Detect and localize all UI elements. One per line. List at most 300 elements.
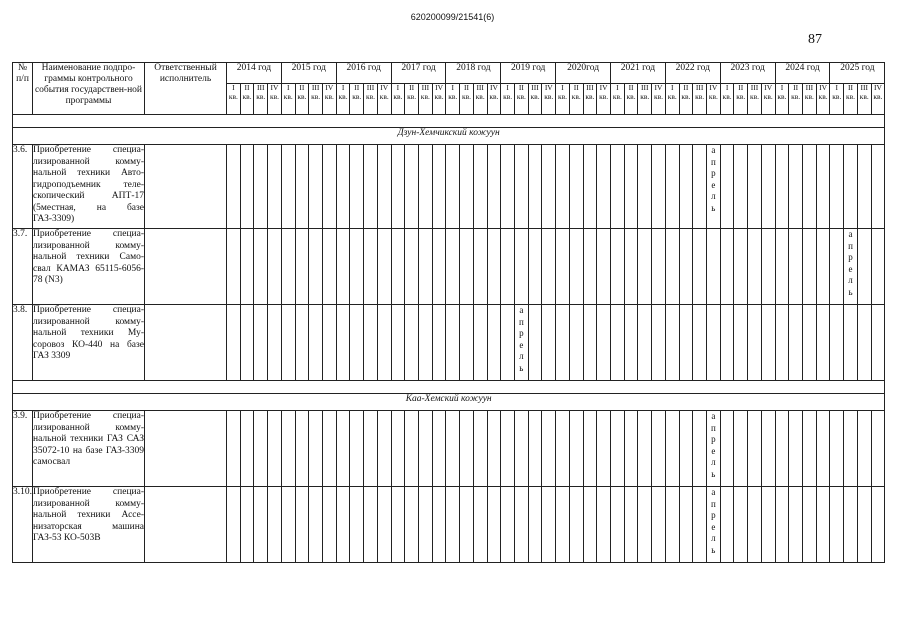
quarter-cell (432, 487, 446, 563)
quarter-cell (583, 305, 597, 381)
quarter-header: III кв. (638, 84, 652, 115)
quarter-cell (611, 305, 625, 381)
quarter-cell (871, 305, 885, 381)
quarter-cell (268, 229, 282, 305)
quarter-cell (830, 145, 844, 229)
quarter-cell (624, 487, 638, 563)
quarter-cell (528, 411, 542, 487)
quarter-cell (871, 145, 885, 229)
quarter-header: III кв. (693, 84, 707, 115)
quarter-cell (542, 229, 556, 305)
quarter-cell (487, 145, 501, 229)
quarter-cell (487, 411, 501, 487)
quarter-cell (515, 487, 529, 563)
quarter-cell (638, 305, 652, 381)
quarter-cell (611, 411, 625, 487)
quarter-cell (624, 411, 638, 487)
quarter-header: IV кв. (542, 84, 556, 115)
quarter-header: I кв. (446, 84, 460, 115)
table-row (13, 229, 885, 305)
quarter-cell (857, 145, 871, 229)
quarter-cell (830, 229, 844, 305)
quarter-cell (775, 411, 789, 487)
quarter-header: IV кв. (761, 84, 775, 115)
quarter-cell (611, 487, 625, 563)
quarter-cell (583, 229, 597, 305)
quarter-cell (693, 145, 707, 229)
quarter-header: II кв. (569, 84, 583, 115)
responsible-cell (145, 145, 227, 229)
quarter-cell (638, 487, 652, 563)
quarter-cell (240, 305, 254, 381)
quarter-cell (515, 411, 529, 487)
quarter-cell (405, 487, 419, 563)
quarter-header: II кв. (734, 84, 748, 115)
quarter-cell (748, 411, 762, 487)
quarter-header: II кв. (789, 84, 803, 115)
quarter-cell (446, 145, 460, 229)
quarter-header: III кв. (418, 84, 432, 115)
quarter-cell (871, 487, 885, 563)
quarter-cell (638, 145, 652, 229)
quarter-cell (789, 487, 803, 563)
event-name: Приобретение специа-лизированной комму-нальной техники Авто-гидроподъемник теле-скопический АПТ-17 (5местная, на базе ГАЗ-3309) (33, 145, 145, 229)
quarter-cell (638, 411, 652, 487)
quarter-cell (624, 145, 638, 229)
quarter-cell (706, 305, 720, 381)
quarter-header: II кв. (405, 84, 419, 115)
quarter-cell (501, 305, 515, 381)
quarter-cell (405, 229, 419, 305)
quarter-cell (706, 229, 720, 305)
quarter-cell (295, 305, 309, 381)
quarter-cell (844, 305, 858, 381)
table-row (13, 305, 885, 381)
quarter-cell (556, 487, 570, 563)
quarter-header: IV кв. (816, 84, 830, 115)
quarter-header: I кв. (391, 84, 405, 115)
quarter-header: III кв. (364, 84, 378, 115)
quarter-header: IV кв. (487, 84, 501, 115)
quarter-cell (227, 229, 241, 305)
event-name: Приобретение специа-лизированной комму-нальной техники ГАЗ САЗ 35072-10 на базе ГАЗ-3309 самосвал (33, 411, 145, 487)
quarter-cell (391, 487, 405, 563)
header-responsible: Ответственный исполнитель (145, 63, 227, 115)
quarter-cell (748, 145, 762, 229)
month-mark: а п р е л ь (706, 487, 720, 563)
quarter-cell (227, 305, 241, 381)
quarter-header: IV кв. (432, 84, 446, 115)
quarter-cell (281, 487, 295, 563)
quarter-cell (364, 305, 378, 381)
quarter-header: II кв. (679, 84, 693, 115)
quarter-cell (281, 411, 295, 487)
quarter-cell (336, 487, 350, 563)
quarter-cell (748, 229, 762, 305)
quarter-cell (665, 411, 679, 487)
year-header: 2016 год (336, 63, 391, 84)
quarter-cell (761, 411, 775, 487)
quarter-header: IV кв. (706, 84, 720, 115)
quarter-cell (652, 487, 666, 563)
header-row-years (13, 63, 885, 84)
quarter-cell (803, 305, 817, 381)
quarter-cell (350, 229, 364, 305)
quarter-cell (391, 305, 405, 381)
table-row (13, 411, 885, 487)
quarter-cell (652, 411, 666, 487)
quarter-cell (720, 487, 734, 563)
quarter-cell (281, 229, 295, 305)
quarter-header: IV кв. (322, 84, 336, 115)
quarter-cell (734, 145, 748, 229)
quarter-header: I кв. (336, 84, 350, 115)
quarter-cell (309, 229, 323, 305)
quarter-cell (583, 145, 597, 229)
quarter-cell (528, 229, 542, 305)
quarter-cell (501, 229, 515, 305)
quarter-cell (254, 411, 268, 487)
quarter-cell (254, 145, 268, 229)
quarter-cell (611, 145, 625, 229)
year-header: 2019 год (501, 63, 556, 84)
quarter-cell (515, 229, 529, 305)
quarter-cell (583, 487, 597, 563)
month-mark: а п р е л ь (515, 305, 529, 381)
quarter-cell (624, 305, 638, 381)
quarter-cell (720, 411, 734, 487)
quarter-header: I кв. (720, 84, 734, 115)
quarter-cell (418, 229, 432, 305)
quarter-cell (501, 411, 515, 487)
quarter-header: II кв. (460, 84, 474, 115)
quarter-cell (473, 305, 487, 381)
quarter-cell (816, 411, 830, 487)
quarter-header: III кв. (803, 84, 817, 115)
quarter-header: II кв. (295, 84, 309, 115)
quarter-header: II кв. (350, 84, 364, 115)
quarter-cell (748, 487, 762, 563)
quarter-cell (679, 487, 693, 563)
quarter-cell (734, 305, 748, 381)
year-header: 2014 год (227, 63, 282, 84)
quarter-cell (460, 305, 474, 381)
quarter-cell (432, 145, 446, 229)
section-title: Каа-Хемский кожуун (13, 394, 885, 411)
quarter-cell (569, 411, 583, 487)
year-header: 2023 год (720, 63, 775, 84)
quarter-header: IV кв. (597, 84, 611, 115)
section-row (13, 128, 885, 145)
quarter-cell (336, 305, 350, 381)
quarter-cell (281, 305, 295, 381)
quarter-cell (775, 487, 789, 563)
quarter-cell (597, 487, 611, 563)
table-row (13, 145, 885, 229)
quarter-cell (322, 229, 336, 305)
quarter-header: III кв. (583, 84, 597, 115)
quarter-cell (268, 305, 282, 381)
quarter-cell (789, 411, 803, 487)
quarter-cell (377, 229, 391, 305)
quarter-header: I кв. (556, 84, 570, 115)
quarter-cell (336, 145, 350, 229)
quarter-cell (322, 487, 336, 563)
quarter-cell (309, 145, 323, 229)
quarter-cell (789, 305, 803, 381)
quarter-cell (446, 411, 460, 487)
quarter-cell (761, 487, 775, 563)
year-header: 2022 год (665, 63, 720, 84)
quarter-cell (268, 487, 282, 563)
quarter-cell (240, 145, 254, 229)
quarter-cell (418, 487, 432, 563)
quarter-cell (418, 145, 432, 229)
quarter-cell (254, 229, 268, 305)
responsible-cell (145, 411, 227, 487)
quarter-cell (295, 411, 309, 487)
quarter-cell (460, 229, 474, 305)
quarter-cell (364, 411, 378, 487)
quarter-cell (720, 305, 734, 381)
quarter-cell (816, 305, 830, 381)
quarter-cell (556, 229, 570, 305)
quarter-cell (515, 145, 529, 229)
row-number: 3.6. (13, 145, 33, 229)
quarter-cell (583, 411, 597, 487)
spacer-row (13, 115, 885, 128)
quarter-cell (761, 145, 775, 229)
quarter-cell (857, 487, 871, 563)
quarter-cell (789, 145, 803, 229)
quarter-cell (665, 229, 679, 305)
quarter-cell (775, 305, 789, 381)
year-header: 2015 год (281, 63, 336, 84)
quarter-cell (322, 305, 336, 381)
quarter-cell (227, 411, 241, 487)
quarter-cell (473, 145, 487, 229)
quarter-cell (775, 145, 789, 229)
quarter-cell (460, 145, 474, 229)
quarter-cell (844, 487, 858, 563)
quarter-cell (501, 487, 515, 563)
quarter-cell (830, 305, 844, 381)
row-number: 3.9. (13, 411, 33, 487)
quarter-cell (377, 145, 391, 229)
quarter-cell (528, 305, 542, 381)
header-name: Наименование подпро-граммы контрольного события государствен-ной программы (33, 63, 145, 115)
quarter-header: I кв. (830, 84, 844, 115)
quarter-cell (679, 305, 693, 381)
quarter-header: II кв. (844, 84, 858, 115)
quarter-header: IV кв. (652, 84, 666, 115)
quarter-cell (734, 229, 748, 305)
quarter-cell (391, 411, 405, 487)
quarter-cell (624, 229, 638, 305)
quarter-cell (611, 229, 625, 305)
quarter-cell (789, 229, 803, 305)
table-row (13, 487, 885, 563)
quarter-cell (775, 229, 789, 305)
quarter-cell (761, 305, 775, 381)
quarter-cell (734, 411, 748, 487)
quarter-cell (377, 305, 391, 381)
quarter-header: II кв. (240, 84, 254, 115)
quarter-cell (418, 305, 432, 381)
quarter-cell (295, 487, 309, 563)
quarter-cell (542, 487, 556, 563)
quarter-cell (350, 411, 364, 487)
quarter-cell (364, 487, 378, 563)
quarter-cell (693, 411, 707, 487)
quarter-cell (542, 145, 556, 229)
quarter-cell (432, 411, 446, 487)
quarter-header: I кв. (227, 84, 241, 115)
quarter-cell (295, 229, 309, 305)
quarter-cell (528, 145, 542, 229)
quarter-cell (446, 305, 460, 381)
quarter-cell (364, 145, 378, 229)
quarter-cell (268, 411, 282, 487)
quarter-cell (487, 305, 501, 381)
quarter-cell (295, 145, 309, 229)
quarter-cell (322, 411, 336, 487)
quarter-cell (336, 411, 350, 487)
quarter-cell (638, 229, 652, 305)
month-mark: а п р е л ь (706, 145, 720, 229)
header-num: № п/п (13, 63, 33, 115)
quarter-cell (803, 229, 817, 305)
quarter-cell (432, 229, 446, 305)
quarter-cell (377, 487, 391, 563)
quarter-cell (405, 145, 419, 229)
quarter-header: I кв. (281, 84, 295, 115)
quarter-header: III кв. (528, 84, 542, 115)
quarter-cell (556, 145, 570, 229)
event-name: Приобретение специа-лизированной комму-нальной техники Само-свал КАМАЗ 65115-6056-78 (N3) (33, 229, 145, 305)
quarter-cell (844, 145, 858, 229)
quarter-cell (569, 145, 583, 229)
quarter-header: II кв. (515, 84, 529, 115)
quarter-cell (542, 305, 556, 381)
spacer-row (13, 381, 885, 394)
quarter-cell (816, 145, 830, 229)
responsible-cell (145, 229, 227, 305)
quarter-cell (281, 145, 295, 229)
quarter-cell (254, 487, 268, 563)
page-number: 87 (808, 32, 822, 47)
quarter-cell (844, 411, 858, 487)
year-header: 2018 год (446, 63, 501, 84)
quarter-header: III кв. (857, 84, 871, 115)
quarter-cell (377, 411, 391, 487)
month-mark: а п р е л ь (706, 411, 720, 487)
quarter-cell (405, 411, 419, 487)
quarter-cell (350, 145, 364, 229)
quarter-header: IV кв. (871, 84, 885, 115)
quarter-cell (803, 145, 817, 229)
year-header: 2017 год (391, 63, 446, 84)
quarter-header: I кв. (501, 84, 515, 115)
quarter-cell (665, 145, 679, 229)
quarter-cell (569, 305, 583, 381)
quarter-cell (309, 305, 323, 381)
quarter-cell (432, 305, 446, 381)
year-header: 2021 год (611, 63, 666, 84)
quarter-header: II кв. (624, 84, 638, 115)
quarter-cell (597, 305, 611, 381)
quarter-cell (364, 229, 378, 305)
quarter-cell (556, 411, 570, 487)
quarter-cell (556, 305, 570, 381)
quarter-cell (254, 305, 268, 381)
quarter-cell (473, 411, 487, 487)
quarter-cell (857, 229, 871, 305)
quarter-cell (460, 411, 474, 487)
quarter-cell (871, 411, 885, 487)
quarter-cell (487, 229, 501, 305)
quarter-cell (857, 411, 871, 487)
quarter-cell (679, 229, 693, 305)
section-row (13, 394, 885, 411)
quarter-cell (693, 229, 707, 305)
event-name: Приобретение специа-лизированной комму-нальной техники Му-соровоз КО-440 на базе ГАЗ 3309 (33, 305, 145, 381)
schedule-table (12, 62, 885, 563)
quarter-cell (803, 487, 817, 563)
year-header: 2020год (556, 63, 611, 84)
quarter-cell (322, 145, 336, 229)
quarter-header: IV кв. (377, 84, 391, 115)
quarter-cell (309, 411, 323, 487)
quarter-cell (460, 487, 474, 563)
quarter-cell (473, 487, 487, 563)
quarter-cell (748, 305, 762, 381)
quarter-cell (597, 411, 611, 487)
quarter-cell (857, 305, 871, 381)
quarter-cell (652, 229, 666, 305)
quarter-cell (309, 487, 323, 563)
quarter-cell (830, 411, 844, 487)
year-header: 2025 год (830, 63, 885, 84)
quarter-cell (734, 487, 748, 563)
quarter-cell (268, 145, 282, 229)
quarter-cell (720, 229, 734, 305)
quarter-cell (569, 229, 583, 305)
quarter-cell (240, 487, 254, 563)
quarter-cell (336, 229, 350, 305)
quarter-cell (446, 229, 460, 305)
quarter-cell (871, 229, 885, 305)
quarter-cell (418, 411, 432, 487)
quarter-cell (597, 145, 611, 229)
quarter-cell (227, 145, 241, 229)
quarter-header: III кв. (309, 84, 323, 115)
quarter-cell (350, 305, 364, 381)
quarter-header: I кв. (665, 84, 679, 115)
quarter-header: III кв. (473, 84, 487, 115)
quarter-cell (761, 229, 775, 305)
quarter-cell (693, 305, 707, 381)
section-title: Дзун-Хемчикский кожуун (13, 128, 885, 145)
quarter-cell (240, 411, 254, 487)
quarter-cell (830, 487, 844, 563)
row-number: 3.8. (13, 305, 33, 381)
quarter-cell (391, 145, 405, 229)
quarter-cell (542, 411, 556, 487)
quarter-cell (816, 229, 830, 305)
row-number: 3.7. (13, 229, 33, 305)
quarter-cell (227, 487, 241, 563)
